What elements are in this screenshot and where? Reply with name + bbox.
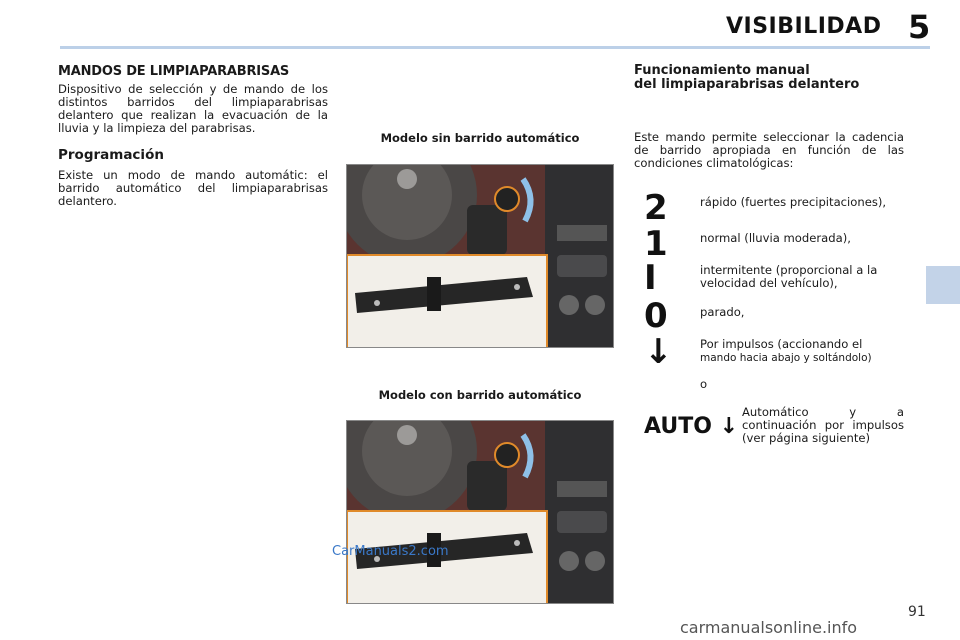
auto-label: AUTO xyxy=(644,414,712,439)
page-title: VISIBILIDAD xyxy=(726,14,882,39)
option-single-wipe-note: mando hacia abajo y soltándolo) xyxy=(700,352,872,364)
symbol-intermittent: I xyxy=(644,258,657,298)
section-title: MANDOS DE LIMPIAPARABRISAS xyxy=(58,64,290,79)
chapter-side-tab xyxy=(926,266,960,304)
arrow-down-icon: ↓ xyxy=(644,332,673,372)
photo-auto-wiper xyxy=(346,420,614,604)
caption-auto: Modelo con barrido automático xyxy=(378,388,582,402)
or-text: o xyxy=(700,377,708,391)
auto-symbol xyxy=(644,414,738,439)
footer-site: carmanualsonline.info xyxy=(680,618,858,637)
wiper-stalk-illustration xyxy=(347,165,614,348)
caption-no-auto: Modelo sin barrido automático xyxy=(380,131,580,145)
option-single-wipe xyxy=(700,338,904,365)
option-normal: normal (lluvia moderada), xyxy=(700,231,851,245)
chapter-number: 5 xyxy=(908,8,931,46)
manual-operation-intro: Este mando permite seleccionar la cadencia de barrido apropiada en función de las condiciones climatológicas: xyxy=(634,130,904,170)
symbol-off: 0 xyxy=(644,296,668,336)
symbol-fast: 2 xyxy=(644,188,668,228)
page-number: 91 xyxy=(908,604,926,620)
header-rule xyxy=(60,46,930,49)
programming-title: Programación xyxy=(58,147,164,163)
option-off: parado, xyxy=(700,305,745,319)
option-single-wipe-text: Por impulsos (accionando el xyxy=(700,337,863,351)
option-fast: rápido (fuertes precipitaciones), xyxy=(700,195,887,209)
left-column xyxy=(58,64,328,208)
symbol-normal: 1 xyxy=(644,224,668,264)
wiper-stalk-auto-illustration xyxy=(347,421,614,604)
manual-operation-title-2: del limpiaparabrisas delantero xyxy=(634,77,860,92)
programming-paragraph: Existe un modo de mando automátic: el barrido automático del limpiaparabrisas delantero. xyxy=(58,168,328,208)
manual-operation-title-1: Funcionamiento manual xyxy=(634,63,810,78)
watermark: CarManuals2.com xyxy=(332,544,449,559)
option-auto: Automático y a continuación por impulsos (ver página siguiente) xyxy=(742,405,904,445)
arrow-down-icon: ↓ xyxy=(719,414,739,439)
right-column-header xyxy=(634,64,904,92)
intro-paragraph: Dispositivo de selección y de mando de los distintos barridos del limpiaparabrisas delantero que realizan la evacuación de la lluvia y la limpieza del parabrisas. xyxy=(58,82,328,135)
photo-no-auto-wiper xyxy=(346,164,614,348)
option-intermittent: intermitente (proporcional a la velocidad del vehículo), xyxy=(700,263,878,290)
